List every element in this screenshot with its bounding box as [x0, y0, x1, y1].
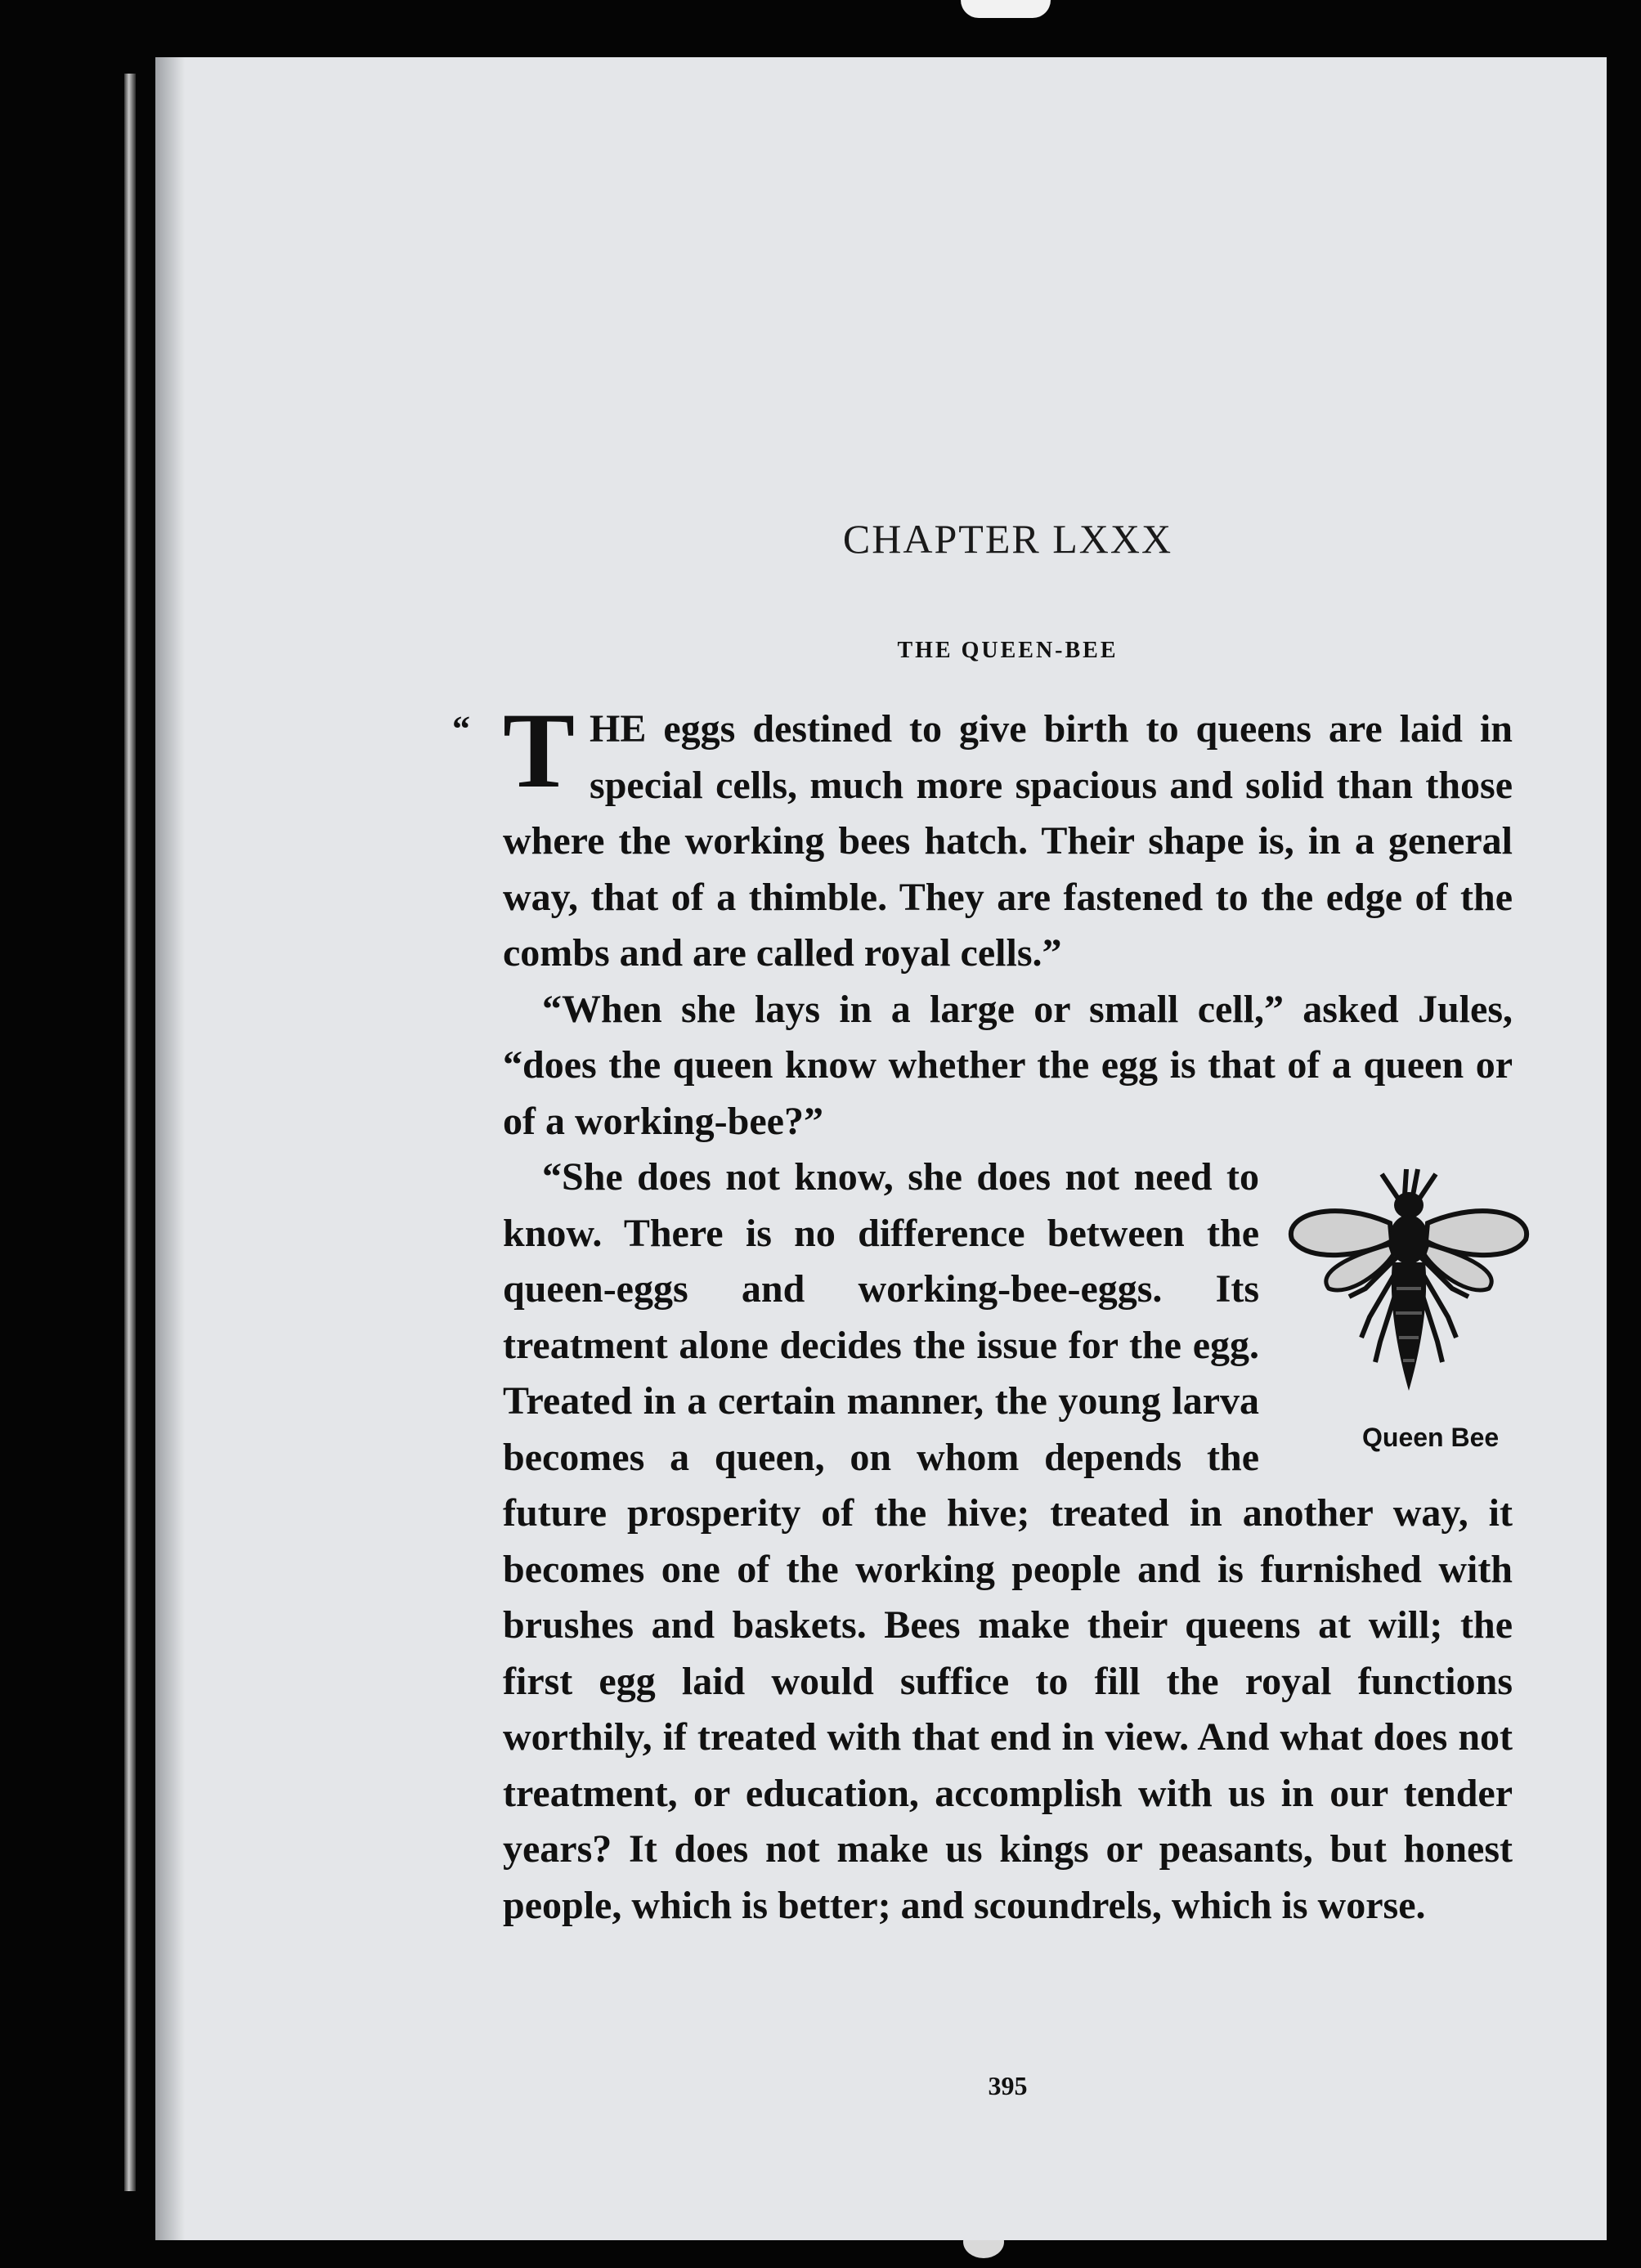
paragraph-3-text: “She does not know, she does not need to know. There is no difference between the queen-eggs and working-bee-eggs. Its treatment alone decides the issue for the egg. Treated in a certain manner, the young larva becomes a queen, on whom depends the future prosperity of the hive; treated in another way, it becomes one of the working people and is furnished with brushes and baskets. Bees make their queens at will; the first egg laid would suffice to fill the royal functions worthily, if treated with that end in view. And what does not treatment, or education, accomplish with us in our tender years? It does not make us kings or peasants, but honest people, which is better; and scoundrels, which is worse. [503, 1155, 1513, 1927]
queen-bee-icon [1284, 1166, 1537, 1403]
queen-bee-figure [1276, 1174, 1545, 1452]
book-page [155, 57, 1607, 2240]
paragraph-2: “When she lays in a large or small cell,” asked Jules, “does the queen know whether the egg is that of a queen or of a working-bee?” [503, 987, 1513, 1143]
paragraph-1-text: HE eggs destined to give birth to queens are laid in special cells, much more spacious and solid than those where the working bees hatch. Their shape is, in a general way, that of a thimble. They are fastened to the edge of the combs and are called royal cells.” [503, 707, 1513, 975]
opening-quote-mark: “ [452, 709, 470, 749]
scan-artifact-top [961, 0, 1051, 18]
figure-caption: Queen Bee [1362, 1423, 1500, 1452]
page-number: 395 [988, 2071, 1028, 2100]
body-text [452, 690, 1513, 1934]
chapter-heading: CHAPTER LXXX [842, 516, 1173, 562]
paragraph-1 [503, 690, 1513, 982]
section-title: THE QUEEN-BEE [897, 638, 1119, 663]
previous-page-edge [124, 74, 136, 2191]
drop-cap: T [503, 690, 576, 810]
paragraph-3 [503, 1150, 1513, 1934]
gutter-shadow [155, 57, 185, 2240]
